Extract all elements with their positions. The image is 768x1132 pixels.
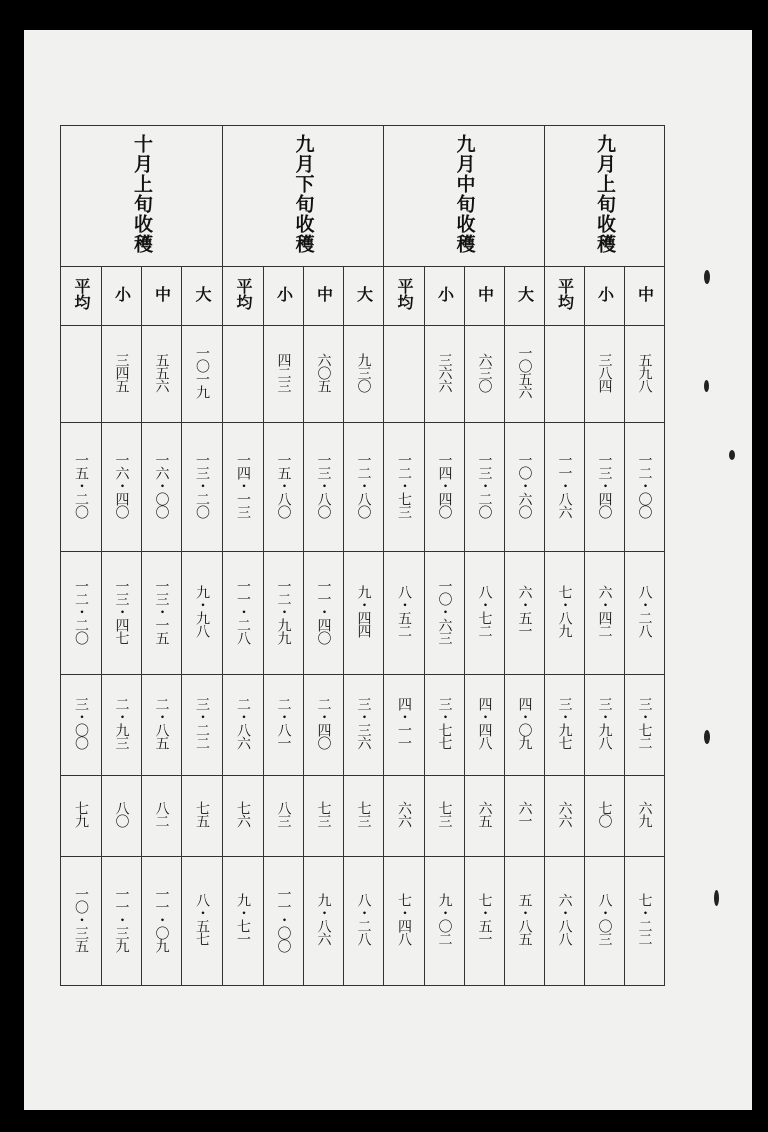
- size-label: 中: [314, 286, 334, 302]
- period-label: 九月上旬收穫: [594, 134, 616, 254]
- table-cell: [585, 552, 625, 675]
- table-cell: [264, 857, 304, 986]
- cell-value: 九・八六: [315, 893, 332, 945]
- table-cell: [182, 675, 223, 776]
- table-cell: [625, 776, 665, 857]
- table-cell: [625, 675, 665, 776]
- cell-value: 四・一一: [396, 697, 412, 749]
- table-cell: [61, 675, 102, 776]
- table-cell: [264, 326, 304, 423]
- cell-value: 三・七七: [436, 697, 453, 749]
- cell-value: 一一・三九: [113, 886, 130, 952]
- table-cell: [384, 552, 425, 675]
- period-header: [61, 126, 223, 267]
- table-cell: [304, 423, 344, 552]
- cell-value: 二・四〇: [315, 697, 332, 749]
- cell-value: 八・二八: [636, 585, 653, 637]
- table-cell: [102, 776, 142, 857]
- size-label: 小: [435, 286, 455, 302]
- table-row: [61, 857, 665, 986]
- cell-value: 三・九七: [556, 697, 573, 749]
- cell-value: 三四五: [113, 352, 130, 392]
- size-label: 大: [354, 286, 374, 302]
- table-cell: [61, 857, 102, 986]
- cell-value: 五九八: [636, 352, 653, 392]
- harvest-table: [60, 125, 665, 986]
- cell-value: 一六・〇〇: [153, 452, 170, 518]
- period-label: 九月中旬收穫: [453, 134, 476, 254]
- table-cell: [585, 675, 625, 776]
- period-label: 九月下旬收穫: [292, 134, 315, 254]
- table-cell: [465, 776, 505, 857]
- table-cell: [425, 857, 465, 986]
- table-cell: [585, 423, 625, 552]
- cell-value: 八・五七: [194, 893, 210, 945]
- size-header: [304, 267, 344, 326]
- cell-value: 一五・二〇: [73, 452, 89, 518]
- table-cell: [384, 857, 425, 986]
- table-cell: [505, 776, 545, 857]
- cell-value: 七三: [315, 801, 332, 827]
- table-cell: [545, 857, 585, 986]
- cell-value: 六・四二: [596, 585, 613, 637]
- cell-value: 八・七二: [476, 585, 493, 637]
- size-header: [102, 267, 142, 326]
- size-header: [182, 267, 223, 326]
- table-cell: [344, 857, 384, 986]
- table-cell: [182, 326, 223, 423]
- table-cell: [545, 326, 585, 423]
- size-label: 平均: [234, 278, 253, 310]
- table-cell: [585, 326, 625, 423]
- size-header: [223, 267, 264, 326]
- table-cell: [102, 552, 142, 675]
- table-cell: [585, 857, 625, 986]
- table-cell: [264, 776, 304, 857]
- size-header: [545, 267, 585, 326]
- cell-value: 六九: [636, 801, 653, 827]
- cell-value: 七・二二: [636, 893, 653, 945]
- table-cell: [545, 776, 585, 857]
- table-cell: [142, 552, 182, 675]
- table-cell: [304, 857, 344, 986]
- cell-value: 七三: [436, 801, 453, 827]
- size-header: [142, 267, 182, 326]
- table-cell: [384, 326, 425, 423]
- size-label: 小: [112, 286, 132, 302]
- size-label: 平均: [555, 278, 575, 310]
- table-cell: [344, 423, 384, 552]
- table-cell: [102, 857, 142, 986]
- ink-speck: [714, 890, 719, 906]
- table-cell: [465, 423, 505, 552]
- size-header: [264, 267, 304, 326]
- cell-value: 三六六: [436, 352, 453, 392]
- size-label: 中: [475, 286, 495, 302]
- cell-value: 六六: [556, 801, 573, 827]
- size-label: 大: [193, 286, 212, 302]
- cell-value: 八三: [275, 801, 292, 827]
- period-label: 十月上旬收穫: [131, 134, 153, 254]
- period-header: [223, 126, 384, 267]
- cell-value: 一三・四七: [113, 578, 130, 644]
- cell-value: 八〇: [113, 801, 130, 827]
- size-header: [344, 267, 384, 326]
- table-cell: [505, 326, 545, 423]
- table-cell: [142, 857, 182, 986]
- cell-value: 三・九八: [596, 697, 613, 749]
- cell-value: 六六: [396, 801, 412, 827]
- cell-value: 八・〇三: [596, 893, 613, 945]
- cell-value: 七・八九: [556, 585, 573, 637]
- table-cell: [304, 675, 344, 776]
- cell-value: 九三〇: [355, 352, 372, 392]
- table-row: [61, 675, 665, 776]
- cell-value: 一三・八〇: [315, 452, 332, 518]
- cell-value: 九・七一: [235, 893, 251, 945]
- table-cell: [142, 326, 182, 423]
- table-cell: [465, 326, 505, 423]
- ink-speck: [704, 380, 709, 392]
- table-cell: [625, 423, 665, 552]
- cell-value: 一二・七三: [396, 452, 412, 518]
- cell-value: 八・五二: [396, 585, 412, 637]
- cell-value: 一二・九九: [275, 578, 292, 644]
- cell-value: 一三・二〇: [194, 452, 210, 518]
- cell-value: 七九: [73, 801, 89, 827]
- table-cell: [182, 423, 223, 552]
- table-row: [61, 552, 665, 675]
- cell-value: 一一・八六: [556, 452, 573, 518]
- table-cell: [465, 675, 505, 776]
- table-cell: [384, 675, 425, 776]
- cell-value: 一〇一九: [194, 346, 210, 398]
- cell-value: 一二・二〇: [73, 578, 89, 644]
- size-header: [465, 267, 505, 326]
- table-cell: [61, 776, 102, 857]
- table-cell: [505, 857, 545, 986]
- table-cell: [425, 326, 465, 423]
- table-cell: [223, 326, 264, 423]
- cell-value: 一五・八〇: [275, 452, 292, 518]
- table-cell: [61, 326, 102, 423]
- table-row: [61, 776, 665, 857]
- table-cell: [425, 552, 465, 675]
- table-cell: [304, 552, 344, 675]
- table-cell: [625, 552, 665, 675]
- table-cell: [425, 776, 465, 857]
- cell-value: 三・三六: [355, 697, 372, 749]
- cell-value: 一二・八〇: [355, 452, 372, 518]
- size-label: 平均: [395, 278, 414, 310]
- table-cell: [465, 552, 505, 675]
- table-cell: [505, 675, 545, 776]
- table-cell: [264, 675, 304, 776]
- table-cell: [102, 675, 142, 776]
- size-header: [625, 267, 665, 326]
- size-header: [384, 267, 425, 326]
- table-cell: [625, 857, 665, 986]
- table-cell: [304, 326, 344, 423]
- cell-value: 七・五一: [476, 893, 493, 945]
- cell-value: 一一・〇九: [153, 886, 170, 952]
- table-cell: [61, 552, 102, 675]
- cell-value: 一〇・六〇: [516, 452, 533, 518]
- cell-value: 六・八八: [556, 893, 573, 945]
- cell-value: 一〇・六三: [436, 578, 453, 644]
- size-label: 小: [595, 286, 615, 302]
- cell-value: 一一・四〇: [315, 578, 332, 644]
- cell-value: 一一・二八: [235, 578, 251, 644]
- table-cell: [142, 776, 182, 857]
- table-cell: [505, 423, 545, 552]
- table-cell: [344, 776, 384, 857]
- size-label: 中: [152, 286, 172, 302]
- cell-value: 二・九三: [113, 697, 130, 749]
- cell-value: 二・八五: [153, 697, 170, 749]
- cell-value: 三・二二: [194, 697, 210, 749]
- table-cell: [223, 776, 264, 857]
- cell-value: 二・八六: [235, 697, 251, 749]
- cell-value: 三・〇〇: [73, 697, 89, 749]
- size-header: [505, 267, 545, 326]
- cell-value: 三八四: [596, 352, 613, 392]
- ink-speck: [729, 450, 735, 460]
- table-cell: [182, 776, 223, 857]
- table-row: [61, 326, 665, 423]
- cell-value: 一三・四〇: [596, 452, 613, 518]
- cell-value: 六五: [476, 801, 493, 827]
- cell-value: 五・八五: [516, 893, 533, 945]
- table-cell: [505, 552, 545, 675]
- cell-value: 一六・四〇: [113, 452, 130, 518]
- cell-value: 一四・一三: [235, 452, 251, 518]
- table-cell: [384, 776, 425, 857]
- cell-value: 二・八一: [275, 697, 292, 749]
- table-cell: [465, 857, 505, 986]
- size-label: 平均: [72, 278, 91, 310]
- table-cell: [102, 423, 142, 552]
- cell-value: 七六: [235, 801, 251, 827]
- table-cell: [545, 675, 585, 776]
- cell-value: 八・二八: [355, 893, 372, 945]
- cell-value: 九・〇二: [436, 893, 453, 945]
- ink-speck: [704, 270, 710, 284]
- table-cell: [425, 423, 465, 552]
- cell-value: 七五: [194, 801, 210, 827]
- table-cell: [182, 857, 223, 986]
- cell-value: 七〇: [596, 801, 613, 827]
- period-header: [545, 126, 665, 267]
- table-cell: [264, 423, 304, 552]
- cell-value: 七・四八: [396, 893, 412, 945]
- cell-value: 五五六: [153, 352, 170, 392]
- ink-speck: [704, 730, 710, 744]
- cell-value: 一一・〇〇: [275, 886, 292, 952]
- cell-value: 一〇・三五: [73, 886, 89, 952]
- cell-value: 九・四四: [355, 585, 372, 637]
- size-label: 中: [635, 286, 655, 302]
- table-row: [61, 423, 665, 552]
- cell-value: 一三・一五: [153, 578, 170, 644]
- cell-value: 一〇五六: [516, 346, 533, 398]
- cell-value: 八二: [153, 801, 170, 827]
- table-cell: [223, 675, 264, 776]
- table-cell: [545, 423, 585, 552]
- cell-value: 七三: [355, 801, 372, 827]
- table-cell: [264, 552, 304, 675]
- cell-value: 一四・四〇: [436, 452, 453, 518]
- cell-value: 六・五一: [516, 585, 533, 637]
- period-header: [384, 126, 545, 267]
- table-cell: [344, 326, 384, 423]
- table-cell: [223, 857, 264, 986]
- table-cell: [585, 776, 625, 857]
- size-header: [425, 267, 465, 326]
- cell-value: 四二三: [275, 352, 292, 392]
- table-cell: [304, 776, 344, 857]
- table-cell: [142, 675, 182, 776]
- cell-value: 九・九八: [194, 585, 210, 637]
- cell-value: 一三・二〇: [476, 452, 493, 518]
- table-cell: [344, 552, 384, 675]
- table-cell: [223, 552, 264, 675]
- table-cell: [625, 326, 665, 423]
- cell-value: 四・四八: [476, 697, 493, 749]
- size-header: [585, 267, 625, 326]
- table-cell: [344, 675, 384, 776]
- cell-value: 六〇五: [315, 352, 332, 392]
- table-cell: [425, 675, 465, 776]
- table-cell: [102, 326, 142, 423]
- size-label: 大: [515, 286, 535, 302]
- size-header: [61, 267, 102, 326]
- cell-value: 六三〇: [476, 352, 493, 392]
- table-cell: [545, 552, 585, 675]
- table-cell: [142, 423, 182, 552]
- table-cell: [223, 423, 264, 552]
- table-cell: [384, 423, 425, 552]
- size-label: 小: [274, 286, 294, 302]
- table-cell: [61, 423, 102, 552]
- table-cell: [182, 552, 223, 675]
- cell-value: 一二・〇〇: [636, 452, 653, 518]
- cell-value: 六一: [516, 801, 533, 827]
- cell-value: 四・〇九: [516, 697, 533, 749]
- cell-value: 三・七二: [636, 697, 653, 749]
